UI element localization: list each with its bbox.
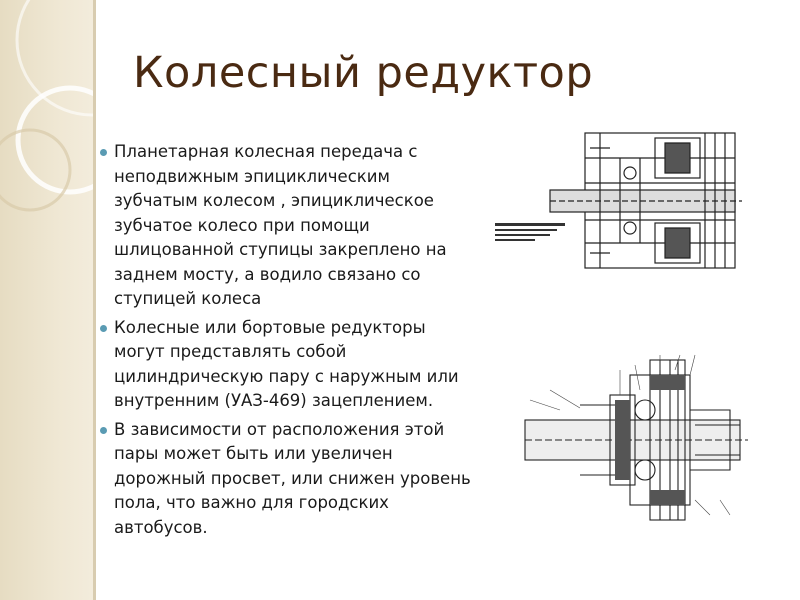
slide-title: Колесный редуктор: [133, 48, 594, 98]
band-divider: [93, 0, 96, 600]
bullet-item: [100, 418, 475, 541]
bullet-dot-icon: [100, 427, 107, 434]
bullet-text: В зависимости от расположения этой пары может быть или увеличен дорожный просвет, или снижен уровень пола, что важно для городских автобусов.: [114, 419, 471, 537]
bullet-item: [100, 140, 475, 312]
bullet-item: [100, 316, 475, 414]
bullet-dot-icon: [100, 325, 107, 332]
decorative-circles: [0, 0, 93, 600]
bullet-list: [100, 140, 475, 544]
decorative-side-band: [0, 0, 93, 600]
reducer-section-drawing-top: [490, 128, 752, 273]
bullet-text: Планетарная колесная передача с неподвижным эпициклическим зубчатым колесом , эпициклическое зубчатое колесо при помощи шлицованной ступицы закреплено на заднем мосту, а водило связано со ступицей колеса: [114, 142, 447, 308]
bullet-text: Колесные или бортовые редукторы могут представлять собой цилиндрическую пару с наружным или внутренним (УАЗ-469) зацеплением.: [114, 317, 459, 410]
bullet-dot-icon: [100, 149, 107, 156]
reducer-assembly-drawing-bottom: [520, 350, 752, 532]
